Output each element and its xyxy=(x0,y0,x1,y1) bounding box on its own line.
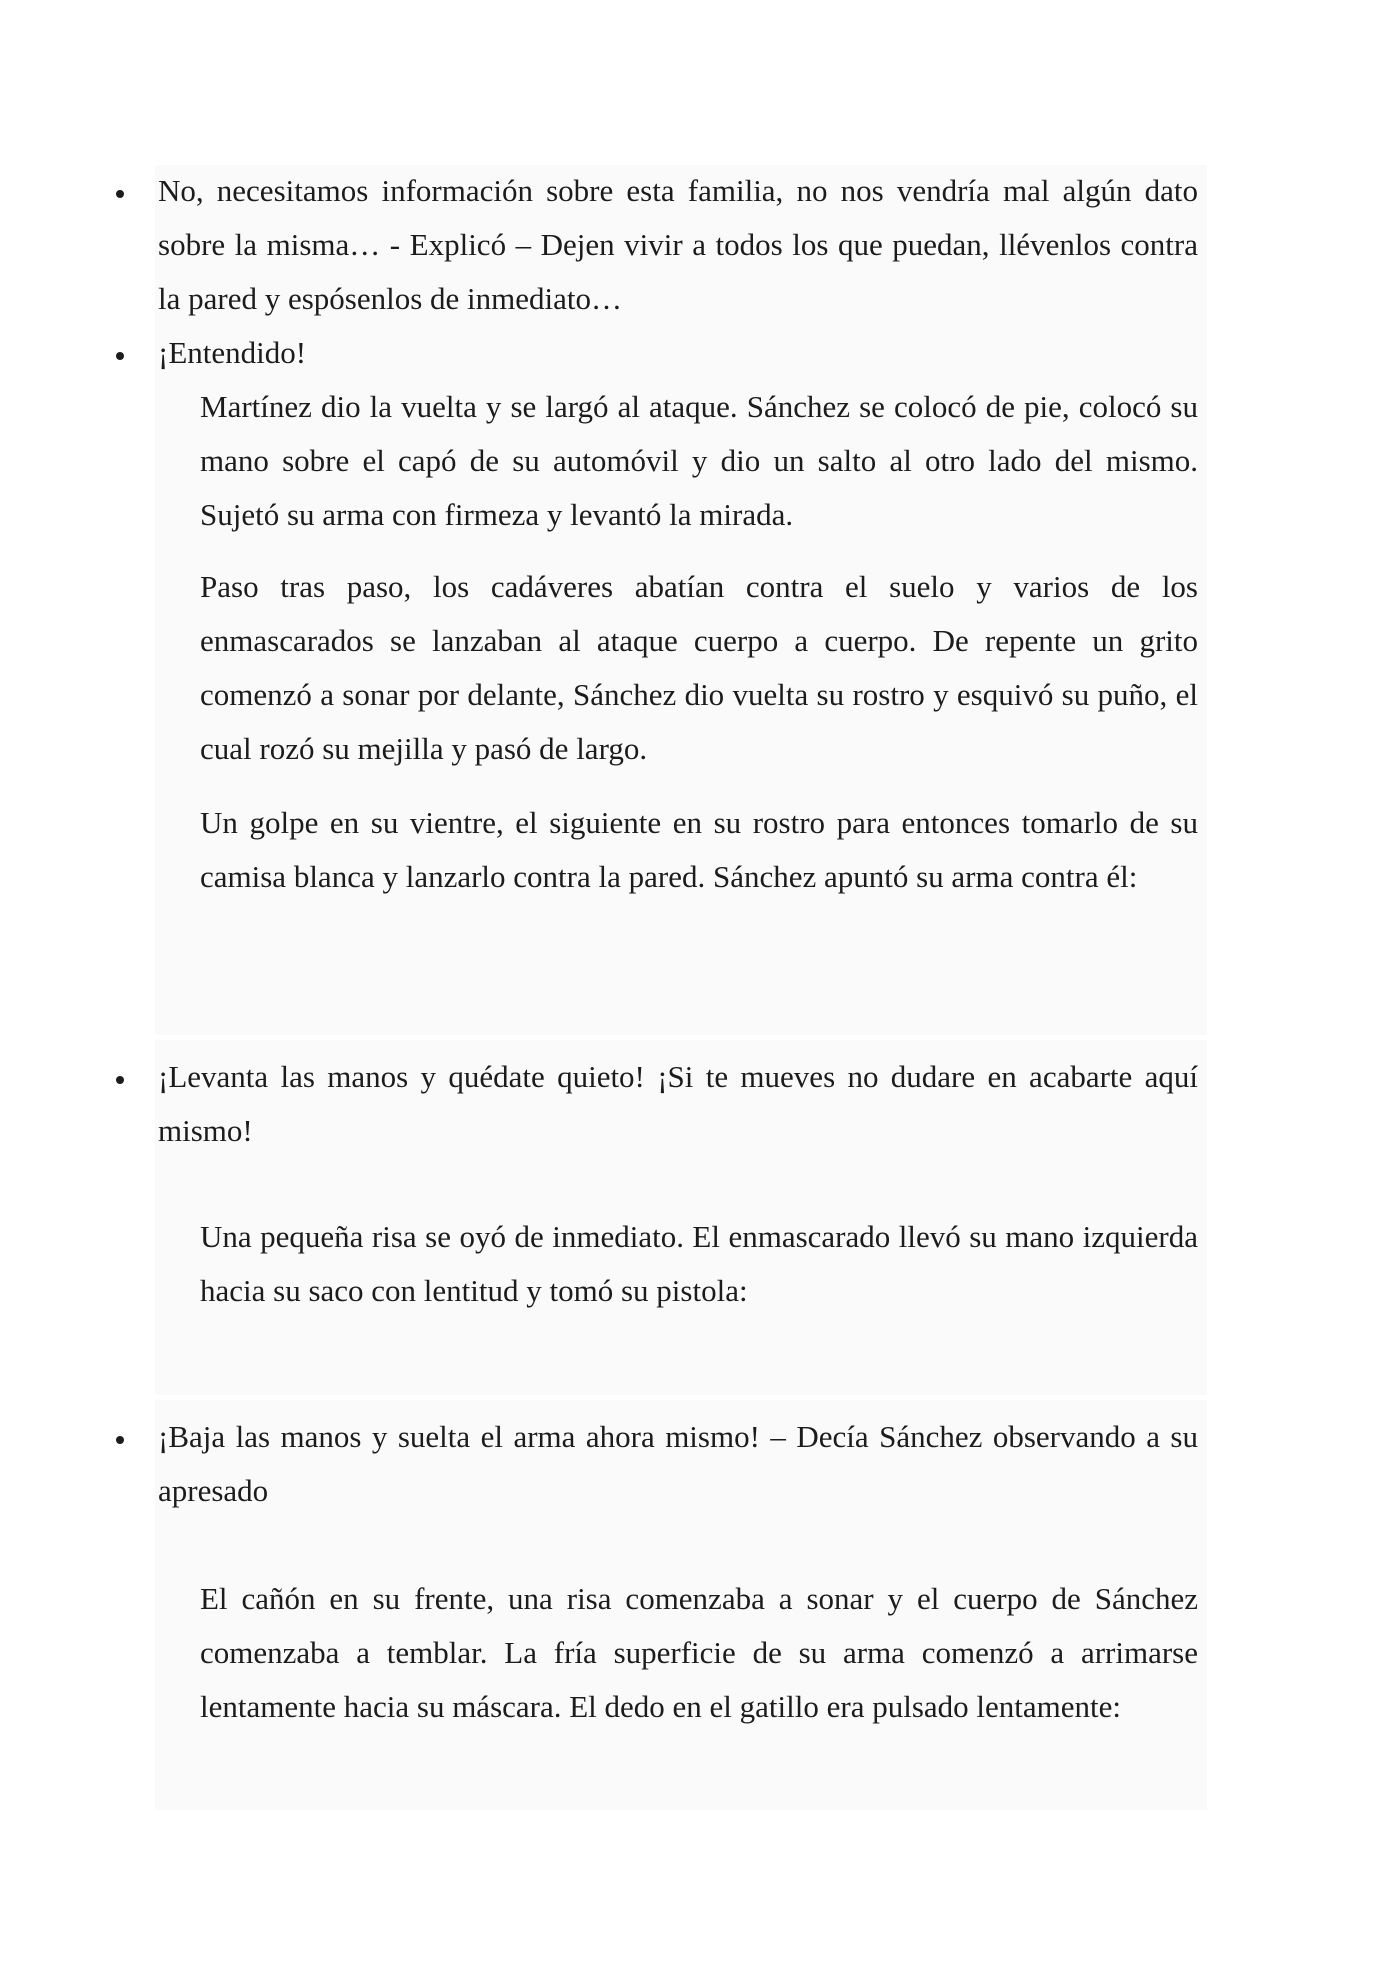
dialogue-bullet xyxy=(158,164,1198,326)
dialogue-text: ¡Levanta las manos y quédate quieto! ¡Si te mueves no dudare en acabarte aquí mismo! xyxy=(158,1059,1198,1148)
narrative-paragraph xyxy=(200,380,1198,542)
dialogue-text: ¡Entendido! xyxy=(158,335,307,370)
paragraph-text: Martínez dio la vuelta y se largó al ataque. Sánchez se colocó de pie, colocó su mano sobre el capó de su automóvil y dio un salto al otro lado del mismo. Sujetó su arma con firmeza y levantó la mirada. xyxy=(200,389,1198,532)
narrative-paragraph xyxy=(200,796,1198,904)
dialogue-bullet xyxy=(158,1050,1198,1158)
paragraph-text: El cañón en su frente, una risa comenzaba a sonar y el cuerpo de Sánchez comenzaba a temblar. La fría superficie de su arma comenzó a arrimarse lentamente hacia su máscara. El dedo en el gatillo era pulsado lentamente: xyxy=(200,1581,1198,1724)
paragraph-text: Un golpe en su vientre, el siguiente en su rostro para entonces tomarlo de su camisa blanca y lanzarlo contra la pared. Sánchez apuntó su arma contra él: xyxy=(200,805,1198,894)
dialogue-bullet xyxy=(158,1410,1198,1518)
dialogue-bullet xyxy=(158,326,1198,380)
bullet-icon xyxy=(116,1436,124,1444)
narrative-paragraph xyxy=(200,1572,1198,1734)
paragraph-text: Una pequeña risa se oyó de inmediato. El enmascarado llevó su mano izquierda hacia su saco con lentitud y tomó su pistola: xyxy=(200,1219,1198,1308)
narrative-paragraph xyxy=(200,560,1198,776)
paragraph-text: Paso tras paso, los cadáveres abatían contra el suelo y varios de los enmascarados se lanzaban al ataque cuerpo a cuerpo. De repente un grito comenzó a sonar por delante, Sánchez dio vuelta su rostro y esquivó su puño, el cual rozó su mejilla y pasó de largo. xyxy=(200,569,1198,766)
bullet-icon xyxy=(116,352,124,360)
bullet-icon xyxy=(116,1076,124,1084)
dialogue-text: No, necesitamos información sobre esta familia, no nos vendría mal algún dato sobre la misma… - Explicó – Dejen vivir a todos los que puedan, llévenlos contra la pared y espósenlos de inmediato… xyxy=(158,173,1198,316)
bullet-icon xyxy=(116,190,124,198)
dialogue-text: ¡Baja las manos y suelta el arma ahora mismo! – Decía Sánchez observando a su apresado xyxy=(158,1419,1198,1508)
narrative-paragraph xyxy=(200,1210,1198,1318)
